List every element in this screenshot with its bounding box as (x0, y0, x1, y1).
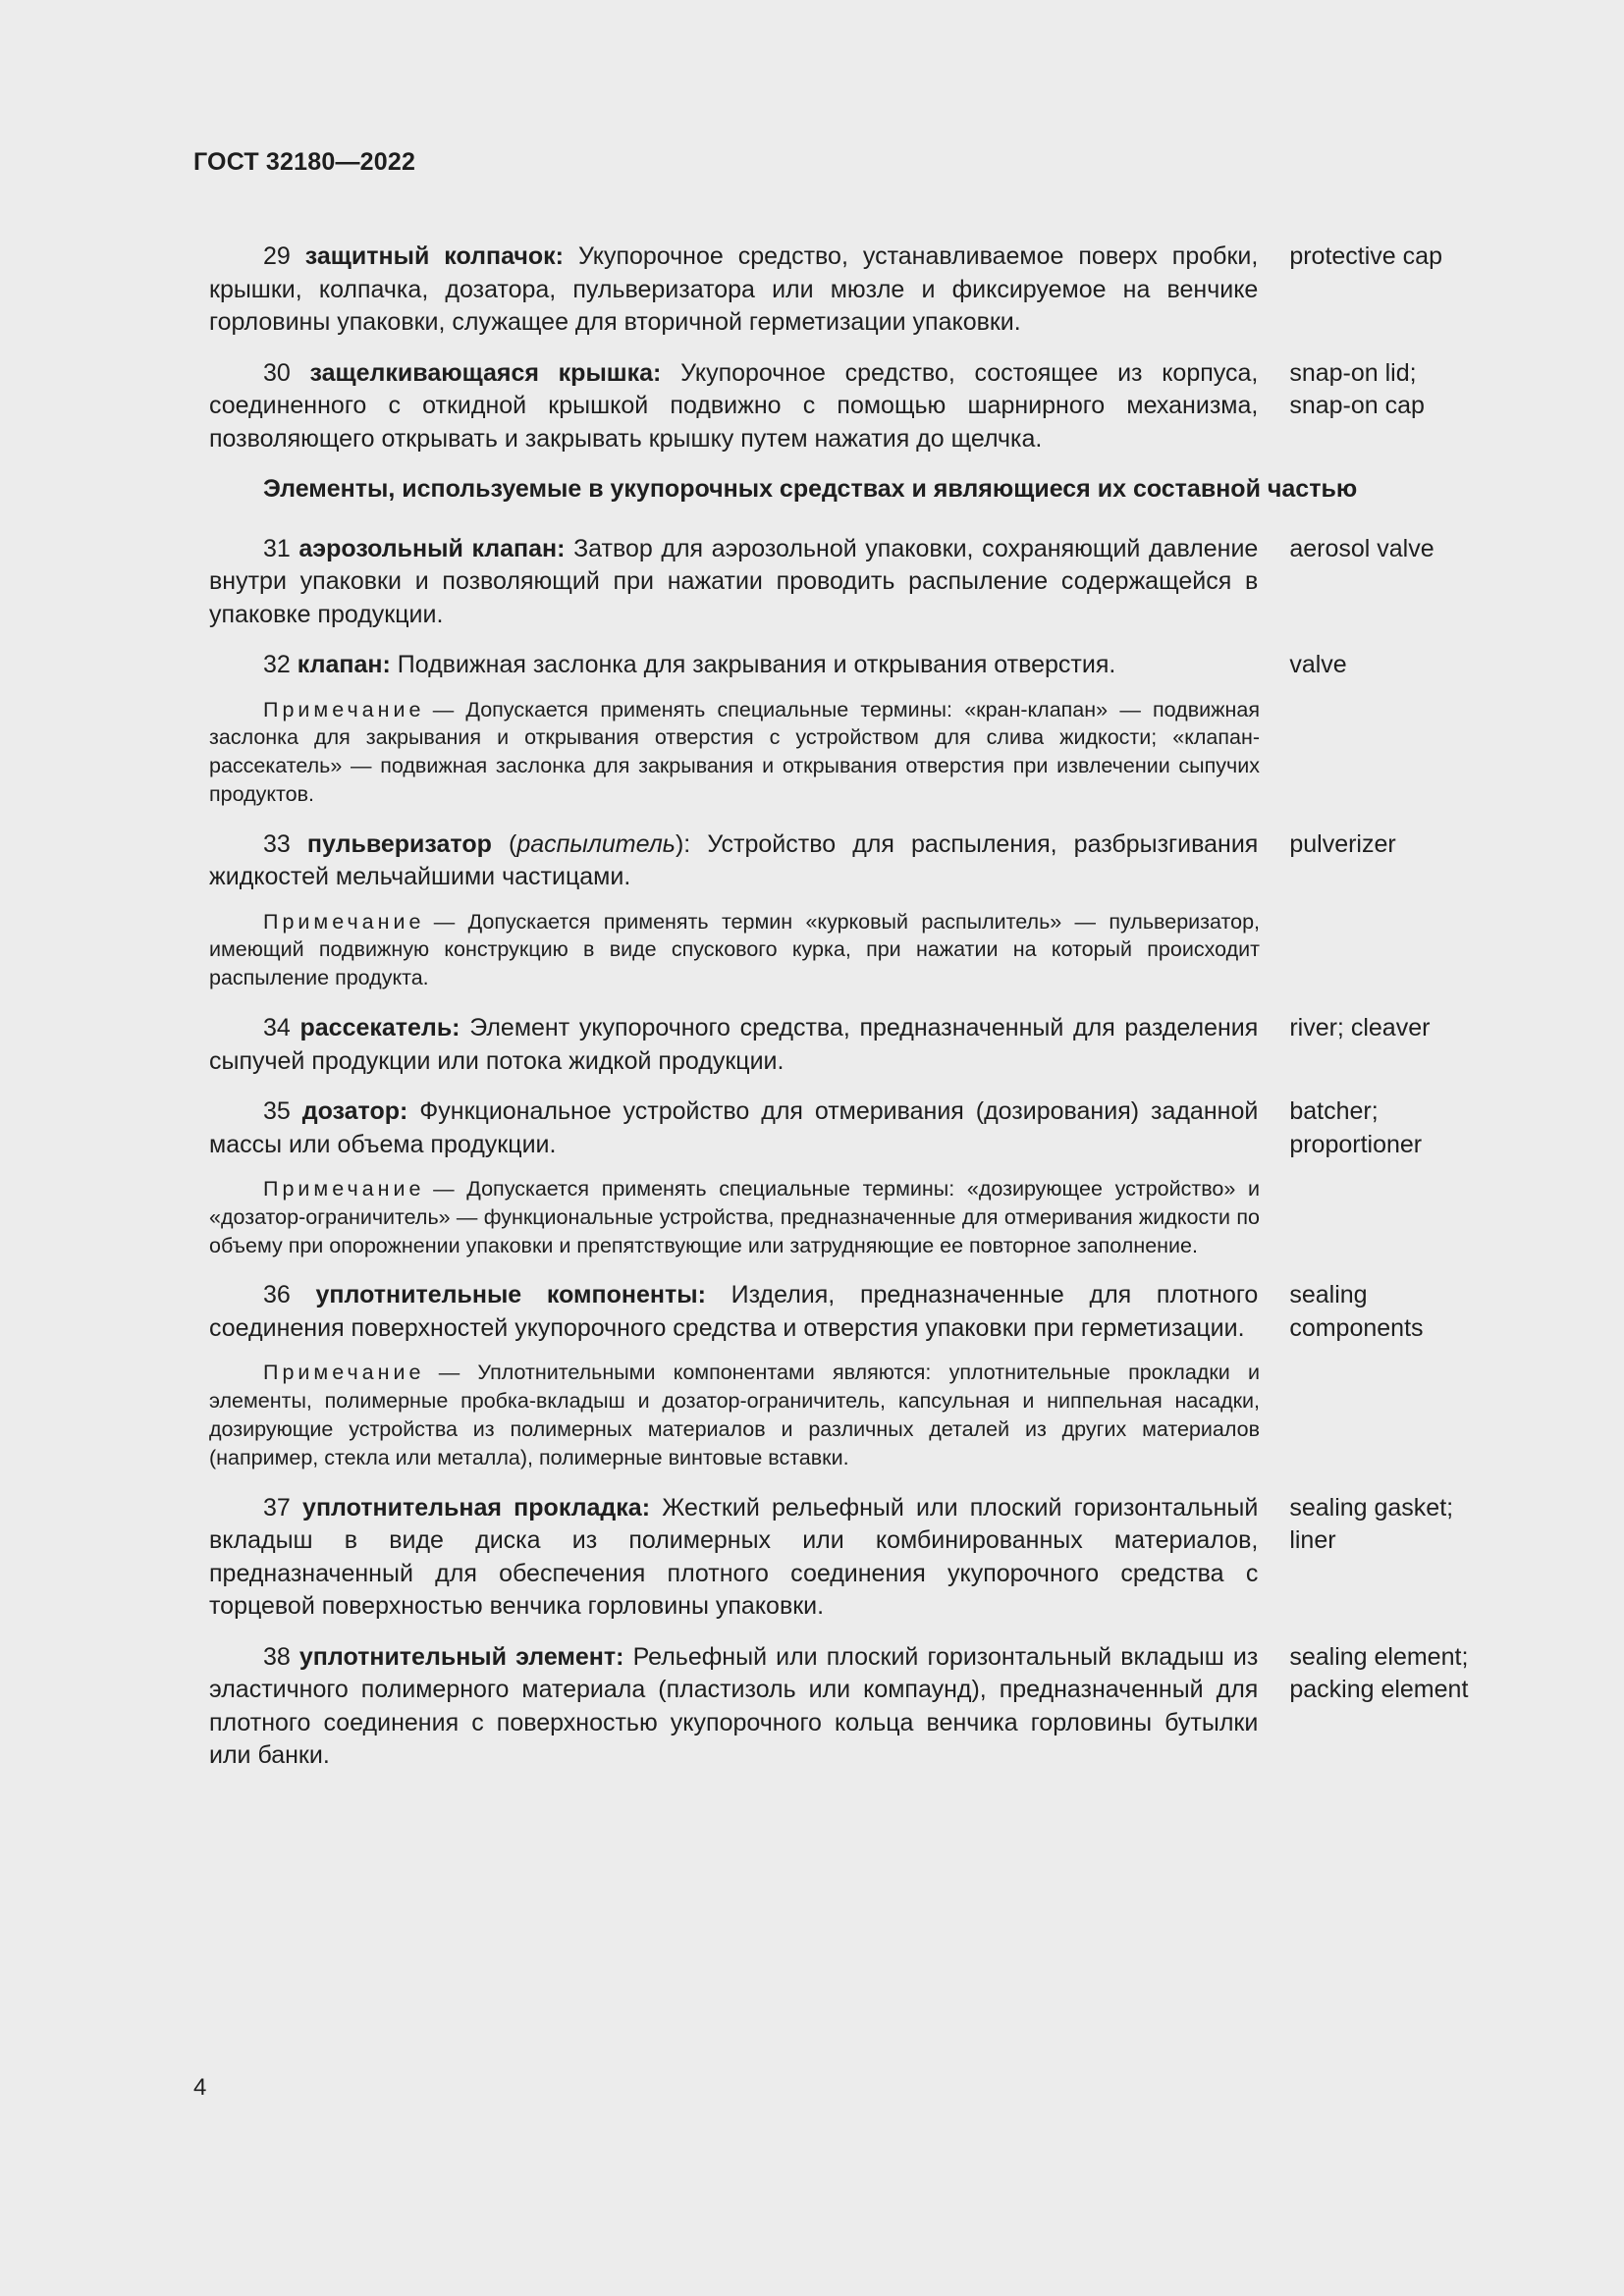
term-english-equivalent (1289, 1492, 1495, 1624)
term-entry-30 (209, 357, 1495, 456)
term-number: 31 (263, 534, 291, 562)
term-definition-text: Элемент укупорочного средства, предназначенный для разделения сыпучей продукции или потока жидкой продукции. (209, 1014, 1259, 1075)
term-definition-38 (209, 1641, 1258, 1773)
english-term: river; cleaver (1289, 1014, 1431, 1042)
term-number: 29 (263, 242, 291, 270)
note-label: Примечание (263, 697, 425, 721)
term-note-33 (209, 908, 1260, 992)
term-entry-32 (209, 649, 1495, 682)
term-name: уплотнительная прокладка: (302, 1493, 651, 1522)
term-entry-33 (209, 828, 1495, 894)
note-text: — Допускается применять специальные термины: «кран-клапан» — подвижная заслонка для закрывания и открывания отверстия с устройством для слива жидкости; «клапан-рассекатель» — подвижная заслонка для закрывания и открывания отверстия при извлечении сыпучих продуктов. (209, 697, 1260, 806)
english-term: liner (1289, 1526, 1336, 1555)
english-term: sealing gasket; (1289, 1493, 1454, 1522)
term-definition-text: Жесткий рельефный или плоский горизонтальный вкладыш в виде диска из полимерных или комбинированных материалов, предназначенный для обеспечения плотного соединения укупорочного средства с торцевой поверхностью венчика горловины упаковки. (209, 1493, 1259, 1621)
alt-open-paren: ( (509, 829, 517, 858)
term-entry-35 (209, 1095, 1495, 1161)
term-english-equivalent (1289, 1012, 1495, 1078)
term-definition-text: Изделия, предназначенные для плотного соединения поверхностей укупорочного средства и отверстия упаковки при герметизации. (209, 1281, 1259, 1342)
term-entry-31 (209, 533, 1495, 632)
term-english-equivalent (1289, 533, 1495, 632)
term-definition-text: Устройство для распыления, разбрызгивания жидкостей мельчайшими частицами. (209, 829, 1259, 891)
term-number: 35 (263, 1097, 291, 1126)
term-entry-38 (209, 1641, 1495, 1773)
term-number: 33 (263, 829, 291, 858)
term-definition-36 (209, 1279, 1258, 1345)
term-name: клапан: (297, 651, 391, 678)
term-definition-text: Укупорочное средство, устанавливаемое поверх пробки, крышки, колпачка, дозатора, пульверизатора или мюзле и фиксируемое на венчике горловины упаковки, служащее для вторичной герметизации упаковки. (209, 242, 1259, 336)
term-english-equivalent (1289, 1279, 1495, 1345)
term-name: уплотнительные компоненты: (315, 1281, 706, 1309)
term-definition-text: Рельефный или плоский горизонтальный вкладыш из эластичного полимерного материала (пластизоль или компаунд), предназначенный для плотного соединения с поверхностью укупорочного кольца венчика горловины бутылки или банки. (209, 1642, 1259, 1770)
term-name: аэрозольный клапан: (298, 534, 566, 562)
english-term: snap-on lid; (1289, 358, 1417, 387)
term-name: защитный колпачок: (304, 242, 564, 270)
note-text: — Допускается применять термин «курковый распылитель» — пульверизатор, имеющий подвижную конструкцию в виде спускового курка, при нажатии на который происходит распыление продукта. (209, 909, 1260, 990)
english-term: valve (1289, 651, 1347, 678)
note-label: Примечание (263, 909, 425, 934)
english-term: protective cap (1289, 242, 1442, 270)
term-definition-text: Функциональное устройство для отмеривания (дозирования) заданной массы или объема продукции. (209, 1097, 1259, 1158)
term-english-equivalent (1289, 828, 1495, 894)
term-number: 34 (263, 1014, 291, 1042)
term-english-equivalent (1289, 240, 1495, 340)
english-term: batcher; (1289, 1097, 1379, 1126)
page-number: 4 (193, 2074, 207, 2101)
term-entry-29 (209, 240, 1495, 340)
term-name: уплотнительный элемент: (298, 1642, 624, 1671)
term-definition-31 (209, 533, 1258, 632)
term-entry-37 (209, 1492, 1495, 1624)
term-number: 30 (263, 358, 291, 387)
note-text: — Уплотнительными компонентами являются: уплотнительные прокладки и элементы, полимерные пробка-вкладыш и дозатор-ограничитель, капсульная и ниппельная насадки, дозирующие устройства из полимерных материалов и различных деталей из других материалов (например, стекла или металла), полимерные винтовые вставки. (209, 1361, 1260, 1469)
english-term: pulverizer (1289, 829, 1396, 858)
term-english-equivalent (1289, 1641, 1495, 1773)
term-english-equivalent (1289, 649, 1495, 682)
term-number: 32 (263, 651, 291, 678)
english-term: sealing element; (1289, 1642, 1469, 1671)
term-alternative: распылитель (516, 829, 676, 858)
term-definition-35 (209, 1095, 1258, 1161)
term-definition-33 (209, 828, 1258, 894)
term-note-32 (209, 696, 1260, 809)
note-label: Примечание (263, 1361, 425, 1385)
note-label: Примечание (263, 1177, 425, 1201)
terms-content (209, 240, 1495, 1790)
term-number: 37 (263, 1493, 291, 1522)
term-entry-36 (209, 1279, 1495, 1345)
term-english-equivalent (1289, 357, 1495, 456)
term-definition-34 (209, 1012, 1258, 1078)
term-name: пульверизатор (306, 829, 492, 858)
english-term: packing element (1289, 1676, 1469, 1704)
term-definition-37 (209, 1492, 1258, 1624)
term-note-35 (209, 1175, 1260, 1259)
term-entry-34 (209, 1012, 1495, 1078)
english-term: aerosol valve (1289, 534, 1435, 562)
term-definition-text: Затвор для аэрозольной упаковки, сохраняющий давление внутри упаковки и позволяющий при нажатии проводить распыление содержащейся в упаковке продукции. (209, 534, 1259, 628)
english-term: components (1289, 1313, 1424, 1342)
alt-close-paren: ): (675, 829, 691, 858)
document-header: ГОСТ 32180—2022 (193, 148, 416, 176)
english-term: snap-on cap (1289, 392, 1425, 419)
term-name: защелкивающаяся крышка: (309, 358, 662, 387)
term-english-equivalent (1289, 1095, 1495, 1161)
term-number: 38 (263, 1642, 291, 1671)
term-name: дозатор: (301, 1097, 408, 1126)
term-name: рассекатель: (299, 1014, 460, 1042)
term-definition-29 (209, 240, 1258, 340)
term-note-36 (209, 1359, 1260, 1471)
term-definition-text: Укупорочное средство, состоящее из корпуса, соединенного с откидной крышкой подвижно с помощью шарнирного механизма, позволяющего открывать и закрывать крышку путем нажатия до щелчка. (209, 358, 1259, 453)
english-term: proportioner (1289, 1130, 1423, 1158)
term-number: 36 (263, 1281, 291, 1309)
term-definition-30 (209, 357, 1258, 456)
note-text: — Допускается применять специальные термины: «дозирующее устройство» и «дозатор-ограничитель» — функциональные устройства, предназначенные для отмеривания жидкости по объему при опорожнении упаковки и препятствующие или затрудняющие ее повторное заполнение. (209, 1177, 1260, 1257)
term-definition-32 (209, 649, 1258, 682)
english-term: sealing (1289, 1281, 1368, 1309)
term-definition-text: Подвижная заслонка для закрывания и открывания отверстия. (397, 651, 1116, 678)
section-heading: Элементы, используемые в укупорочных средствах и являющиеся их составной частью (263, 475, 1358, 503)
